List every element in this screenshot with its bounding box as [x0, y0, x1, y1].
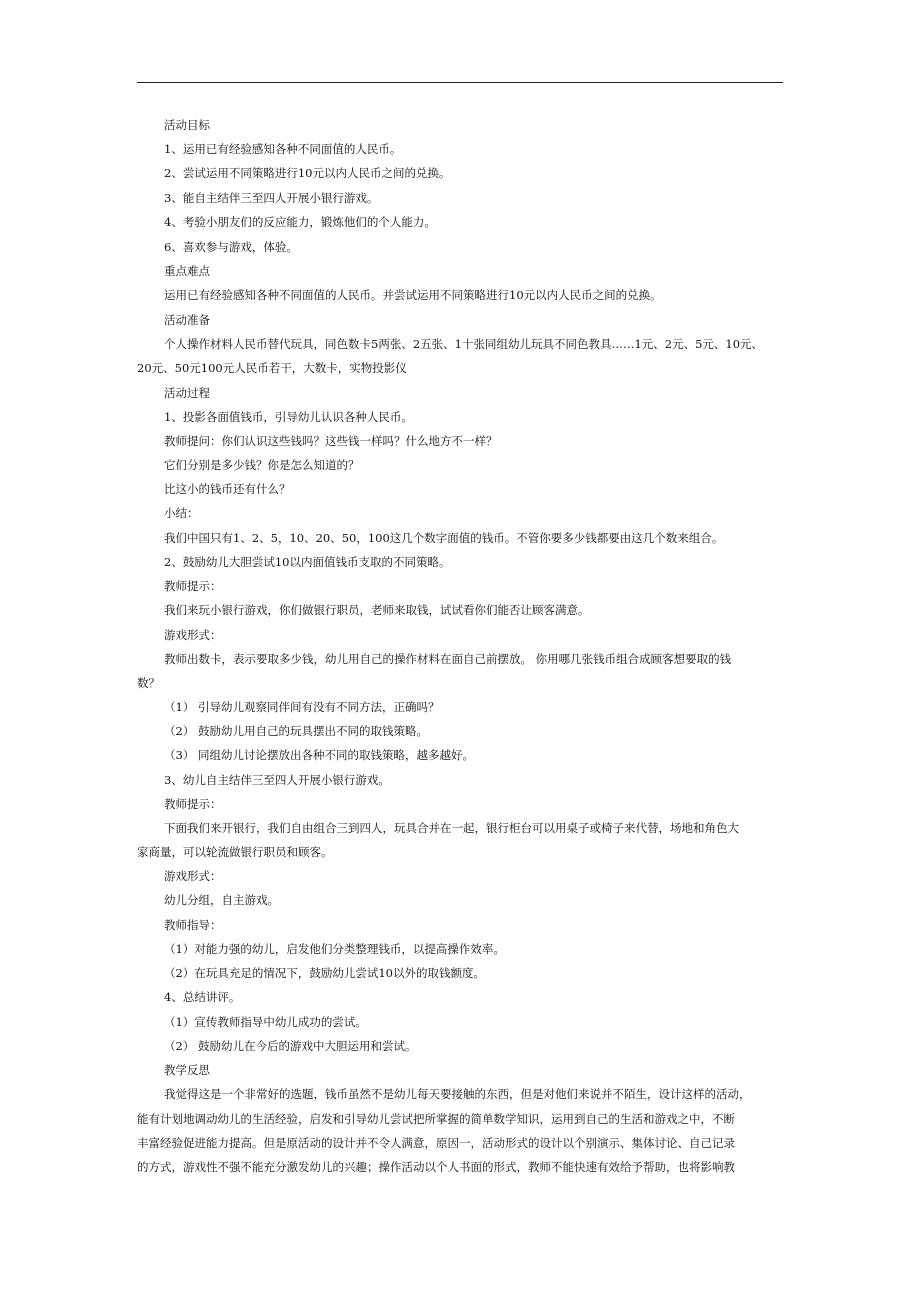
text-line: 的方式，游戏性不强不能充分激发幼儿的兴趣；操作活动以个人书面的形式，教师不能快速有效给予帮助，也将影响教: [137, 1160, 735, 1174]
text-line: 小结：: [164, 506, 199, 520]
text-line: 教师指导：: [164, 917, 222, 932]
text-line: 重点难点: [164, 264, 210, 278]
text-line: 活动目标: [164, 118, 210, 132]
text-line: 活动准备: [164, 312, 210, 327]
text-line: （2）在玩具充足的情况下，鼓励幼儿尝试10以外的取钱额度。: [164, 965, 485, 980]
text-line: 教师提示：: [164, 579, 222, 593]
text-line: 2、鼓励幼儿大胆尝试10以内面值钱币支取的不同策略。: [164, 554, 451, 569]
text-line: （2） 鼓励幼儿在今后的游戏中大胆运用和尝试。: [164, 1038, 417, 1053]
text-line: 个人操作材料人民币替代玩具，同色数卡5两张、2五张、1十张同组幼儿玩具不同色教具……1元、2元、5元、10元、: [164, 336, 764, 351]
text-line: 它们分别是多少钱？你是怎么知道的？: [164, 458, 360, 472]
text-line: 下面我们来开银行，我们自由组合三到四人，玩具合并在一起，银行柜台可以用桌子或椅子来代替，场地和角色大: [164, 820, 739, 835]
text-line: 我们中国只有1、2、5，10、20、50，100这几个数字面值的钱币。不管你要多少钱都要由这几个数来组合。: [164, 530, 724, 545]
text-line: 我们来玩小银行游戏，你们做银行职员，老师来取钱，试试看你们能否让顾客满意。: [164, 603, 590, 617]
text-line: 丰富经验促进能力提高。但是原活动的设计并不令人满意，原因一，活动形式的设计以个别演示、集体讨论、自己记录: [137, 1135, 735, 1150]
text-line: 运用已有经验感知各种不同面值的人民币。并尝试运用不同策略进行10元以内人民币之间的兑换。: [164, 288, 662, 302]
text-line: （3） 同组幼儿讨论摆放出各种不同的取钱策略，越多越好。: [164, 748, 474, 762]
header-rule: [137, 82, 783, 83]
text-line: 4、总结讲评。: [164, 990, 241, 1004]
text-line: 2、尝试运用不同策略进行10元以内人民币之间的兑换。: [164, 166, 451, 180]
text-line: 1、运用已有经验感知各种不同面值的人民币。: [164, 142, 402, 156]
text-line: 比这小的钱币还有什么？: [164, 482, 291, 496]
text-line: 游戏形式：: [164, 869, 222, 883]
text-line: （2） 鼓励幼儿用自己的玩具摆出不同的取钱策略。: [164, 724, 428, 738]
text-line: 3、能自主结伴三至四人开展小银行游戏。: [164, 190, 379, 205]
text-line: 教师提问：你们认识这些钱吗？这些钱一样吗？什么地方不一样？: [164, 434, 498, 448]
text-line: 能有计划地调动幼儿的生活经验，启发和引导幼儿尝试把所掌握的简单数学知识，运用到自己的生活和游戏之中，不断: [137, 1111, 735, 1126]
text-line: 游戏形式：: [164, 627, 222, 642]
text-line: 家商量，可以轮流做银行职员和顾客。: [137, 844, 333, 859]
text-line: 数？: [137, 675, 160, 690]
text-line: 4、考验小朋友们的反应能力，锻炼他们的个人能力。: [164, 215, 436, 229]
text-line: 幼儿分组，自主游戏。: [164, 893, 279, 907]
text-line: 20元、50元100元人民币若干，大数卡，实物投影仪: [137, 361, 407, 375]
text-line: 我觉得这是一个非常好的选题，钱币虽然不是幼儿每天要接触的东西，但是对他们来说并不陌生，设计这样的活动，: [164, 1087, 751, 1101]
text-line: （1）对能力强的幼儿，启发他们分类整理钱币，以提高操作效率。: [164, 941, 505, 956]
text-line: 教师出数卡，表示要取多少钱，幼儿用自己的操作材料在面自己前摆放。 你用哪几张钱币组合成顾客想要取的钱: [164, 651, 732, 666]
text-line: 教师提示：: [164, 796, 222, 811]
text-line: 3、幼儿自主结伴三至四人开展小银行游戏。: [164, 772, 390, 787]
text-line: 1、投影各面值钱币，引导幼儿认识各种人民币。: [164, 409, 413, 424]
document-body: [137, 113, 783, 1180]
text-line: 活动过程: [164, 385, 210, 400]
text-line: 教学反思: [164, 1063, 210, 1077]
text-line: 6、喜欢参与游戏，体验。: [164, 239, 298, 254]
text-line: （1） 引导幼儿观察同伴间有没有不同方法，正确吗？: [164, 700, 440, 714]
text-line: （1）宣传教师指导中幼儿成功的尝试。: [164, 1014, 367, 1029]
